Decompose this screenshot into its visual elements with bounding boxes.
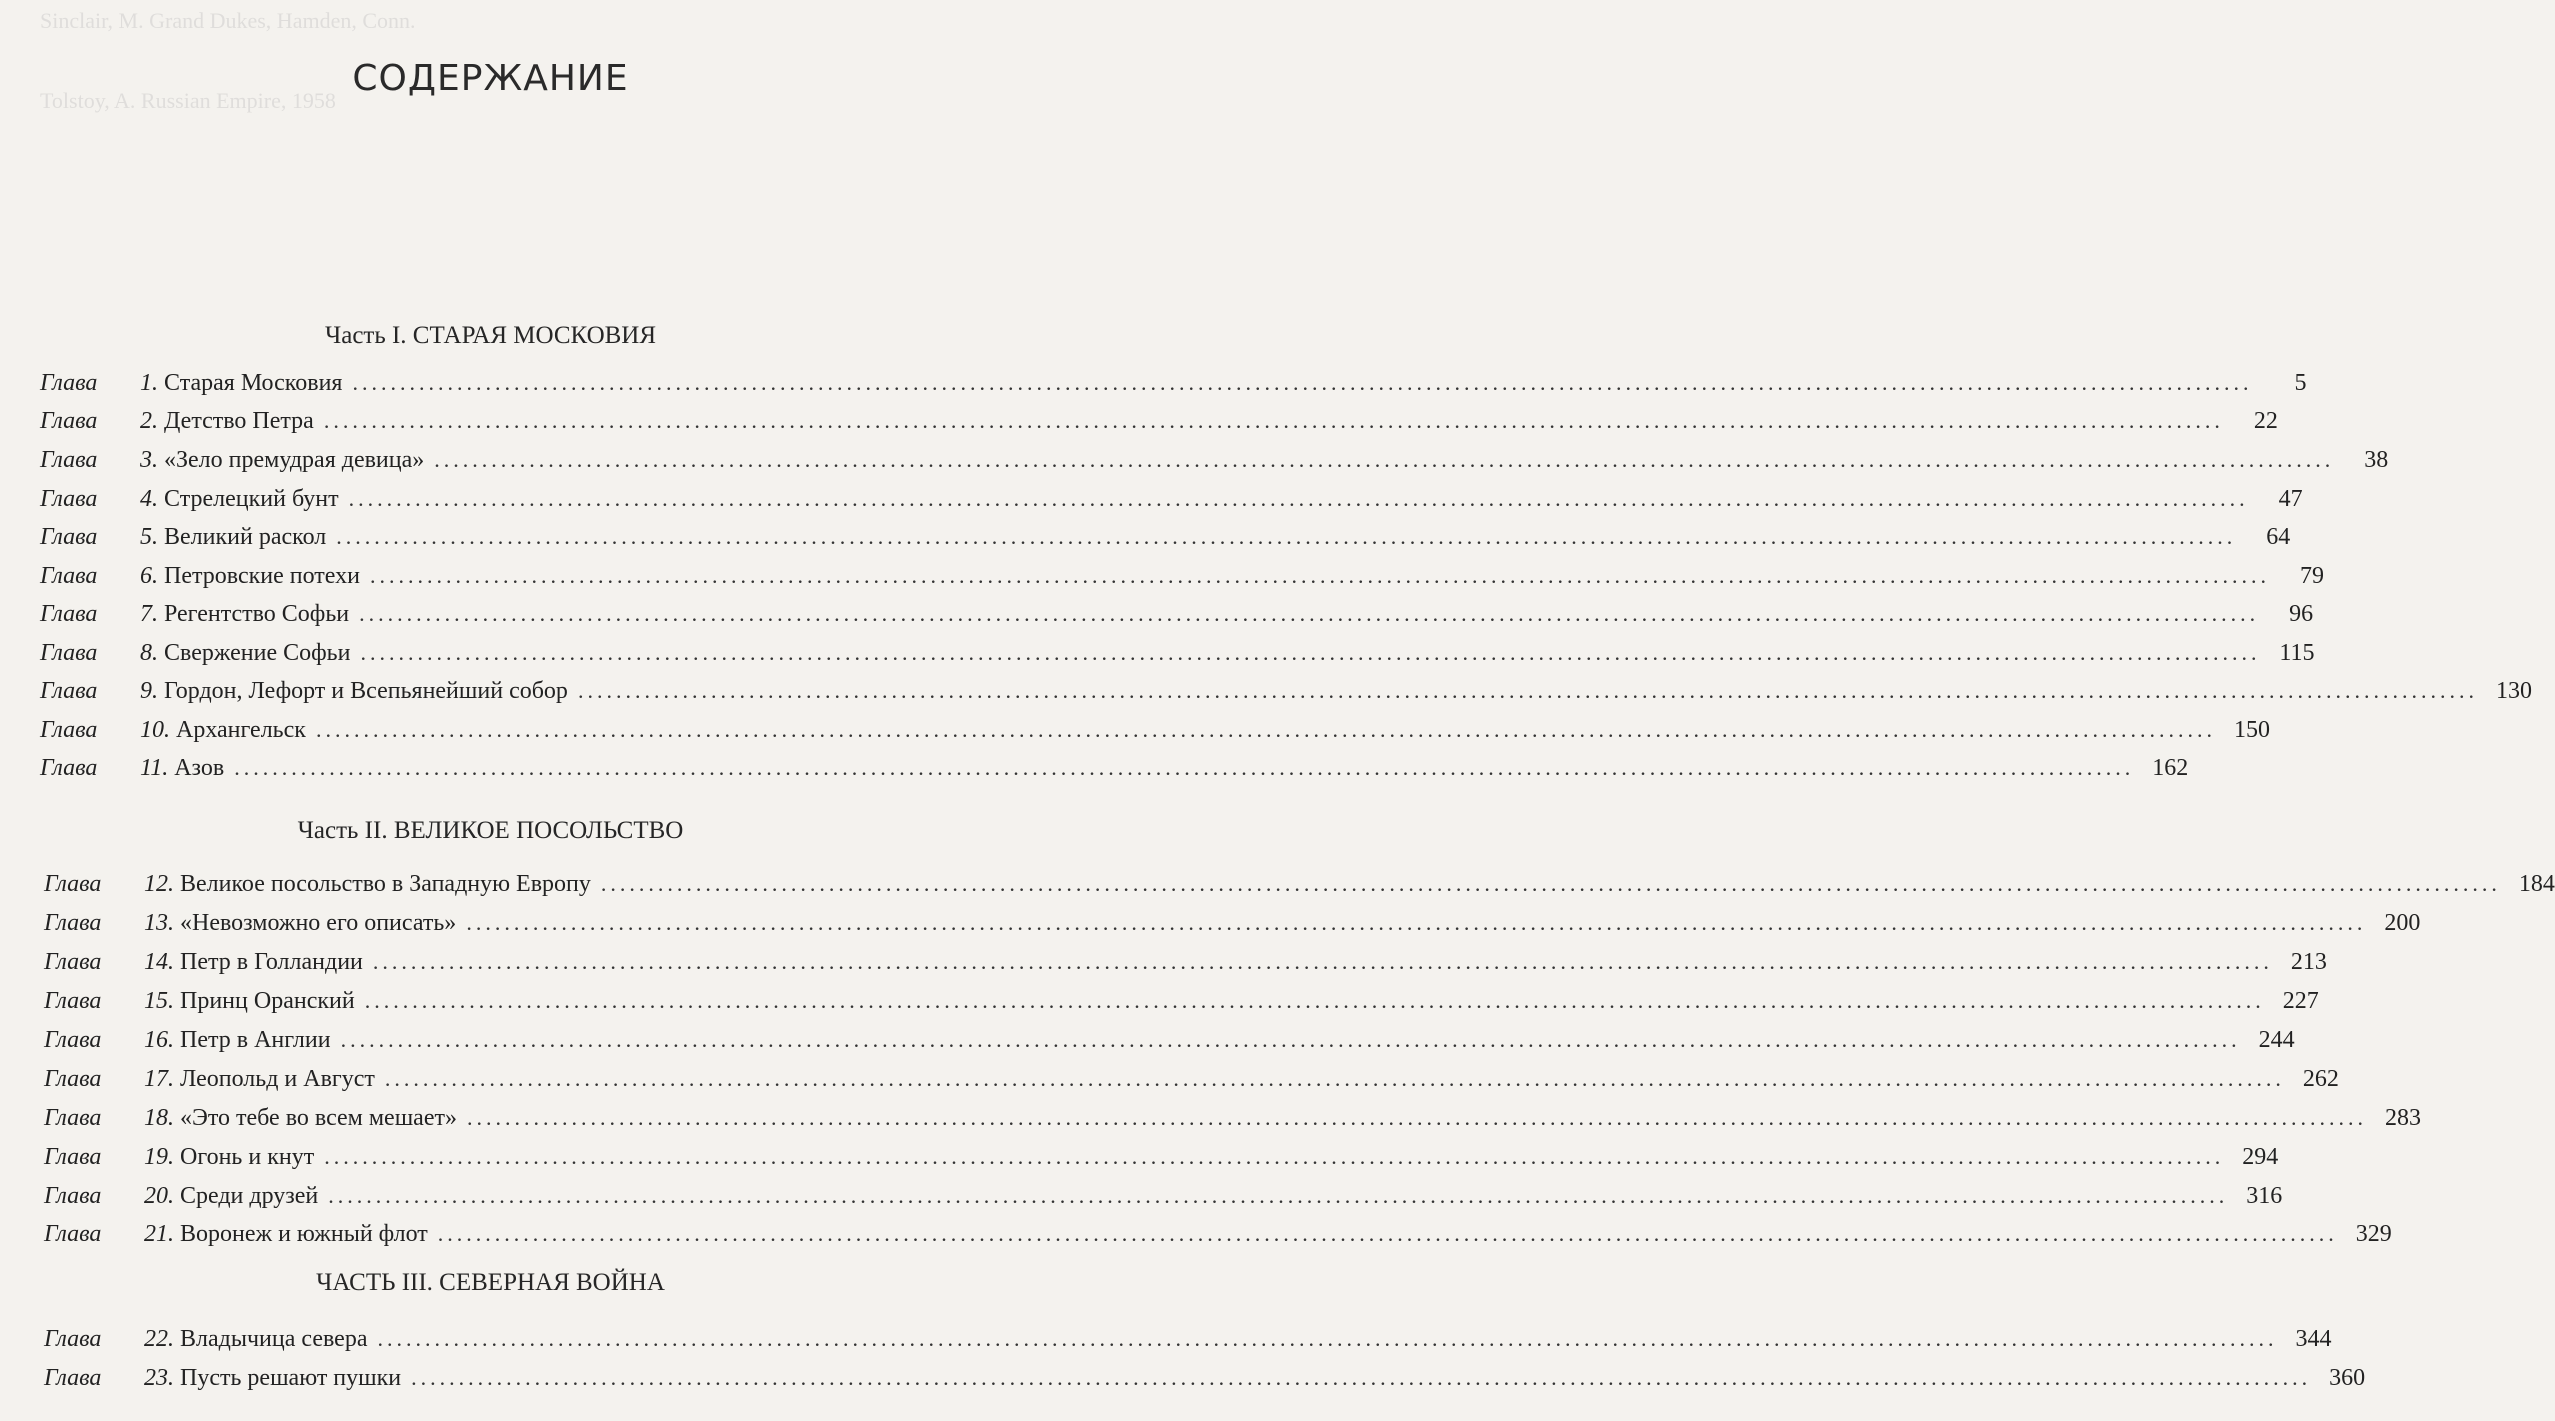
part-heading: Часть I. СТАРАЯ МОСКОВИЯ	[324, 322, 657, 349]
dot-leader: ........................................................................................................................................................................................................	[384, 1066, 2285, 1091]
chapter-title: Огонь и кнут	[180, 1144, 315, 1170]
page-number: 150	[2233, 717, 2270, 743]
chapter-title: Старая Московия	[164, 370, 343, 396]
toc-entry	[44, 906, 2421, 940]
dot-leader: ........................................................................................................................................................................................................	[434, 447, 2335, 472]
toc-entry	[44, 984, 2319, 1018]
page-number: 262	[2302, 1066, 2339, 1092]
chapter-number: 6.	[140, 563, 158, 589]
chapter-prefix: Глава	[40, 447, 98, 473]
dot-leader: ........................................................................................................................................................................................................	[577, 678, 2478, 703]
chapter-title: Стрелецкий бунт	[164, 486, 339, 512]
chapter-title: Архангельск	[176, 717, 306, 743]
chapter-title: Леопольд и Август	[180, 1066, 375, 1092]
chapter-title: Воронеж и южный флот	[180, 1221, 428, 1247]
chapter-title: Гордон, Лефорт и Всепьянейший собор	[164, 678, 568, 704]
toc-entry	[40, 366, 2307, 400]
dot-leader: ........................................................................................................................................................................................................	[352, 370, 2253, 395]
chapter-number: 22.	[144, 1326, 174, 1352]
chapter-number: 23.	[144, 1365, 174, 1391]
part-heading: ЧАСТЬ III. СЕВЕРНАЯ ВОЙНА	[316, 1269, 665, 1296]
page-number: 162	[2152, 755, 2189, 781]
chapter-prefix: Глава	[44, 1027, 102, 1053]
dot-leader: ........................................................................................................................................................................................................	[411, 1365, 2312, 1390]
page-number: 316	[2246, 1183, 2283, 1209]
toc-entry	[40, 597, 2314, 631]
toc-entry	[44, 1179, 2283, 1213]
toc-entry	[40, 674, 2532, 708]
page-number: 184	[2518, 871, 2555, 897]
toc-entry	[44, 1101, 2421, 1135]
toc-entry	[44, 1361, 2366, 1395]
chapter-number: 18.	[144, 1105, 174, 1131]
page-number: 227	[2282, 988, 2319, 1014]
dot-leader: ........................................................................................................................................................................................................	[360, 640, 2261, 665]
chapter-title: «Невозможно его описать»	[180, 910, 457, 936]
page-number: 244	[2258, 1027, 2295, 1053]
chapter-number: 10.	[140, 717, 170, 743]
chapter-number: 19.	[144, 1144, 174, 1170]
dot-leader: ........................................................................................................................................................................................................	[437, 1221, 2338, 1246]
page-number: 115	[2279, 640, 2315, 666]
chapter-title: Азов	[174, 755, 225, 781]
dot-leader: ........................................................................................................................................................................................................	[340, 1027, 2241, 1052]
chapter-prefix: Глава	[44, 988, 102, 1014]
bleed-through-text: Sinclair, M. Grand Dukes, Hamden, Conn.	[40, 8, 416, 33]
toc-entry	[44, 867, 2555, 901]
chapter-number: 20.	[144, 1183, 174, 1209]
page-number: 47	[2278, 486, 2303, 512]
dot-leader: ........................................................................................................................................................................................................	[600, 871, 2501, 896]
chapter-number: 7.	[140, 601, 158, 627]
dot-leader: ........................................................................................................................................................................................................	[369, 563, 2270, 588]
chapter-number: 5.	[140, 524, 158, 550]
chapter-prefix: Глава	[44, 1105, 102, 1131]
chapter-prefix: Глава	[44, 910, 102, 936]
chapter-prefix: Глава	[40, 486, 98, 512]
toc-entry	[44, 1140, 2279, 1174]
toc-entry	[40, 559, 2324, 593]
dot-leader: ........................................................................................................................................................................................................	[234, 755, 2135, 780]
toc-entry	[40, 520, 2291, 554]
toc-entry	[44, 1217, 2392, 1251]
page-number: 344	[2295, 1326, 2332, 1352]
chapter-title: Великое посольство в Западную Европу	[180, 871, 591, 897]
chapter-number: 16.	[144, 1027, 174, 1053]
toc-entry	[44, 1023, 2295, 1057]
chapter-prefix: Глава	[40, 678, 98, 704]
toc-entry	[40, 404, 2278, 438]
chapter-title: Владычица севера	[180, 1326, 368, 1352]
chapter-prefix: Глава	[40, 408, 98, 434]
dot-leader: ........................................................................................................................................................................................................	[348, 486, 2249, 511]
chapter-prefix: Глава	[40, 717, 98, 743]
page-number: 64	[2266, 524, 2291, 550]
dot-leader: ........................................................................................................................................................................................................	[323, 408, 2224, 433]
dot-leader: ........................................................................................................................................................................................................	[315, 717, 2216, 742]
page-number: 283	[2384, 1105, 2421, 1131]
page-number: 294	[2242, 1144, 2279, 1170]
chapter-prefix: Глава	[40, 601, 98, 627]
chapter-title: Свержение Софьи	[164, 640, 351, 666]
page-number: 213	[2290, 949, 2327, 975]
dot-leader: ........................................................................................................................................................................................................	[377, 1326, 2278, 1351]
dot-leader: ........................................................................................................................................................................................................	[324, 1144, 2225, 1169]
page-number: 38	[2364, 447, 2389, 473]
chapter-title: Петровские потехи	[164, 563, 360, 589]
chapter-prefix: Глава	[44, 1221, 102, 1247]
dot-leader: ........................................................................................................................................................................................................	[466, 1105, 2367, 1130]
toc-entry	[44, 1322, 2332, 1356]
chapter-prefix: Глава	[40, 755, 98, 781]
chapter-title: Принц Оранский	[180, 988, 355, 1014]
dot-leader: ........................................................................................................................................................................................................	[359, 601, 2260, 626]
chapter-prefix: Глава	[40, 640, 98, 666]
page-number: 96	[2289, 601, 2314, 627]
chapter-prefix: Глава	[44, 1365, 102, 1391]
chapter-title: «Это тебе во всем мешает»	[180, 1105, 457, 1131]
dot-leader: ........................................................................................................................................................................................................	[372, 949, 2273, 974]
chapter-number: 8.	[140, 640, 158, 666]
dot-leader: ........................................................................................................................................................................................................	[336, 524, 2237, 549]
part-heading: Часть II. ВЕЛИКОЕ ПОСОЛЬСТВО	[297, 817, 684, 844]
toc-entry	[44, 945, 2327, 979]
dot-leader: ........................................................................................................................................................................................................	[466, 910, 2367, 935]
toc-entry	[40, 636, 2315, 670]
toc-entry	[44, 1062, 2339, 1096]
chapter-title: Великий раскол	[164, 524, 327, 550]
chapter-title: Детство Петра	[164, 408, 314, 434]
chapter-prefix: Глава	[44, 1066, 102, 1092]
chapter-title: Среди друзей	[180, 1183, 319, 1209]
chapter-number: 13.	[144, 910, 174, 936]
page-number: 329	[2355, 1221, 2392, 1247]
chapter-title: Петр в Англии	[180, 1027, 331, 1053]
chapter-prefix: Глава	[40, 370, 98, 396]
chapter-prefix: Глава	[40, 524, 98, 550]
toc-entry	[40, 751, 2189, 785]
chapter-number: 3.	[140, 447, 158, 473]
page-number: 360	[2329, 1365, 2366, 1391]
chapter-title: «Зело премудрая девица»	[164, 447, 425, 473]
chapter-number: 1.	[140, 370, 158, 396]
page-number: 200	[2384, 910, 2421, 936]
chapter-number: 17.	[144, 1066, 174, 1092]
chapter-number: 12.	[144, 871, 174, 897]
chapter-title: Пусть решают пушки	[180, 1365, 402, 1391]
chapter-prefix: Глава	[44, 1326, 102, 1352]
chapter-prefix: Глава	[44, 949, 102, 975]
chapter-number: 9.	[140, 678, 158, 704]
page-number: 130	[2495, 678, 2532, 704]
chapter-number: 14.	[144, 949, 174, 975]
toc-entry	[40, 443, 2389, 477]
dot-leader: ........................................................................................................................................................................................................	[328, 1183, 2229, 1208]
chapter-number: 11.	[140, 755, 169, 781]
chapter-number: 2.	[140, 408, 158, 434]
page-title: СОДЕРЖАНИЕ	[352, 58, 629, 99]
toc-entry	[40, 713, 2270, 747]
chapter-prefix: Глава	[40, 563, 98, 589]
chapter-number: 21.	[144, 1221, 174, 1247]
chapter-prefix: Глава	[44, 1144, 102, 1170]
page-number: 22	[2253, 408, 2278, 434]
chapter-prefix: Глава	[44, 1183, 102, 1209]
dot-leader: ........................................................................................................................................................................................................	[364, 988, 2265, 1013]
chapter-title: Петр в Голландии	[180, 949, 363, 975]
chapter-prefix: Глава	[44, 871, 102, 897]
chapter-title: Регентство Софьи	[164, 601, 350, 627]
toc-entry	[40, 482, 2303, 516]
page-number: 79	[2299, 563, 2324, 589]
page-number: 5	[2294, 370, 2307, 396]
chapter-number: 4.	[140, 486, 158, 512]
chapter-number: 15.	[144, 988, 174, 1014]
bleed-through-text: Tolstoy, A. Russian Empire, 1958	[40, 88, 336, 113]
